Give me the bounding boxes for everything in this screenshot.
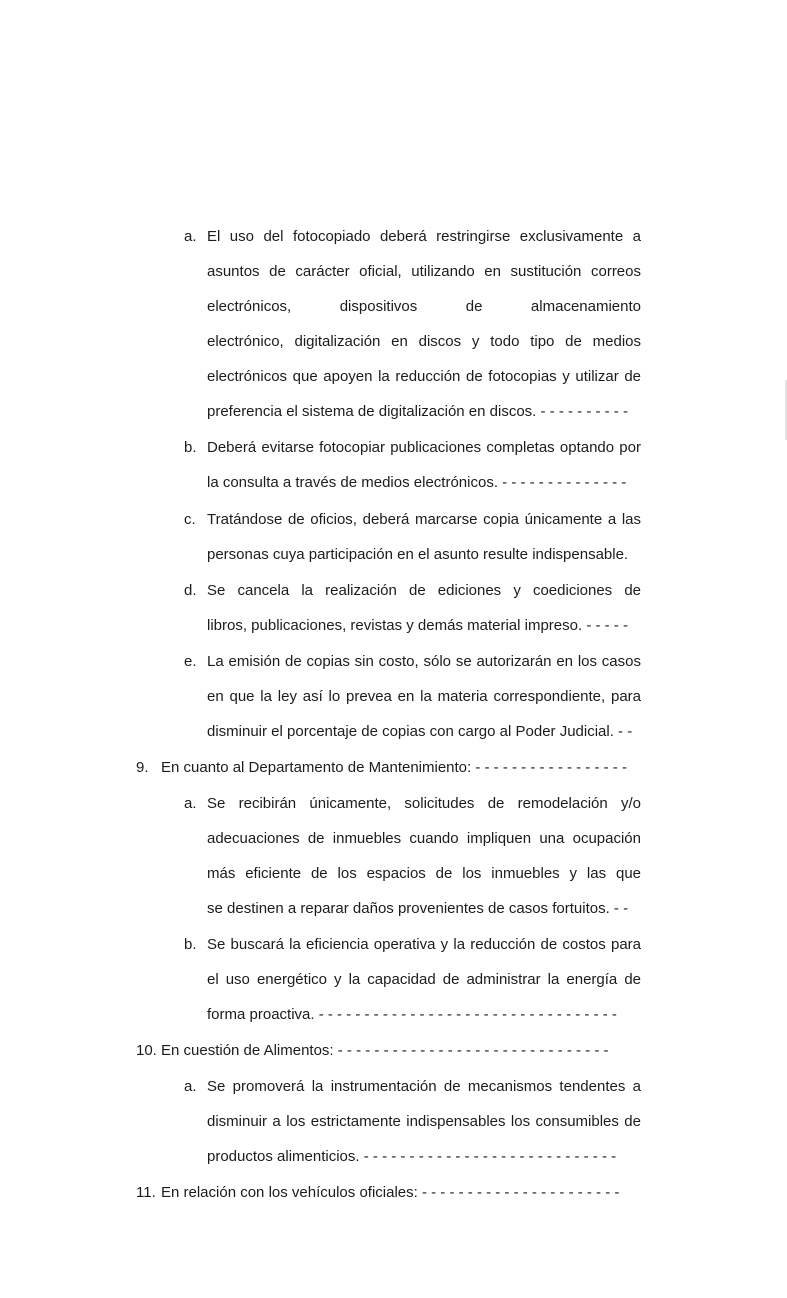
- item-marker: b.: [184, 439, 197, 456]
- item-marker: a.: [184, 228, 197, 245]
- section-heading: En cuanto al Departamento de Mantenimiento: - - - - - - - - - - - - - - - - -: [161, 759, 627, 776]
- item-marker: a.: [184, 795, 197, 812]
- paragraph-line: Se recibirán únicamente, solicitudes de remodelación y/o: [207, 795, 641, 812]
- paragraph-line: productos alimenticios. - - - - - - - - - - - - - - - - - - - - - - - - - - - -: [207, 1148, 617, 1165]
- paragraph-line: Se promoverá la instrumentación de mecanismos tendentes a: [207, 1078, 641, 1095]
- paragraph-line: Se buscará la eficiencia operativa y la reducción de costos para: [207, 936, 641, 953]
- paragraph-line: asuntos de carácter oficial, utilizando en sustitución correos: [207, 263, 641, 280]
- paragraph-line: en que la ley así lo prevea en la materia correspondiente, para: [207, 688, 641, 705]
- paragraph-line: se destinen a reparar daños provenientes de casos fortuitos. - -: [207, 900, 629, 917]
- paragraph-line: el uso energético y la capacidad de administrar la energía de: [207, 971, 641, 988]
- paragraph-line: Tratándose de oficios, deberá marcarse copia únicamente a las: [207, 511, 641, 528]
- paragraph-line: Deberá evitarse fotocopiar publicaciones completas optando por: [207, 439, 641, 456]
- section-marker: 9.: [136, 759, 149, 776]
- item-marker: d.: [184, 582, 197, 599]
- paragraph-line: la consulta a través de medios electrónicos. - - - - - - - - - - - - - -: [207, 474, 627, 491]
- paragraph-line: El uso del fotocopiado deberá restringirse exclusivamente a: [207, 228, 641, 245]
- paragraph-line: electrónico, digitalización en discos y todo tipo de medios: [207, 333, 641, 350]
- item-marker: a.: [184, 1078, 197, 1095]
- item-marker: b.: [184, 936, 197, 953]
- paragraph-line: personas cuya participación en el asunto resulte indispensable.: [207, 546, 629, 563]
- section-heading: En relación con los vehículos oficiales: - - - - - - - - - - - - - - - - - - - - - -: [161, 1184, 620, 1201]
- paragraph-line: más eficiente de los espacios de los inmuebles y las que: [207, 865, 641, 882]
- paragraph-line: adecuaciones de inmuebles cuando impliquen una ocupación: [207, 830, 641, 847]
- paragraph-line: forma proactiva. - - - - - - - - - - - - - - - - - - - - - - - - - - - - - - - - -: [207, 1006, 617, 1023]
- paragraph-line: preferencia el sistema de digitalización en discos. - - - - - - - - - -: [207, 403, 628, 420]
- paragraph-line: libros, publicaciones, revistas y demás material impreso. - - - - -: [207, 617, 628, 634]
- paragraph-line: Se cancela la realización de ediciones y coediciones de: [207, 582, 641, 599]
- paragraph-line: La emisión de copias sin costo, sólo se autorizarán en los casos: [207, 653, 641, 670]
- paragraph-line: disminuir a los estrictamente indispensables los consumibles de: [207, 1113, 641, 1130]
- section-heading: En cuestión de Alimentos: - - - - - - - - - - - - - - - - - - - - - - - - - - - - - -: [161, 1042, 609, 1059]
- section-marker: 11.: [136, 1184, 156, 1201]
- item-marker: e.: [184, 653, 197, 670]
- paragraph-line: disminuir el porcentaje de copias con cargo al Poder Judicial. - -: [207, 723, 633, 740]
- item-marker: c.: [184, 511, 196, 528]
- paragraph-line: electrónicos, dispositivos de almacenamiento: [207, 298, 641, 315]
- section-marker: 10.: [136, 1042, 157, 1059]
- paragraph-line: electrónicos que apoyen la reducción de fotocopias y utilizar de: [207, 368, 641, 385]
